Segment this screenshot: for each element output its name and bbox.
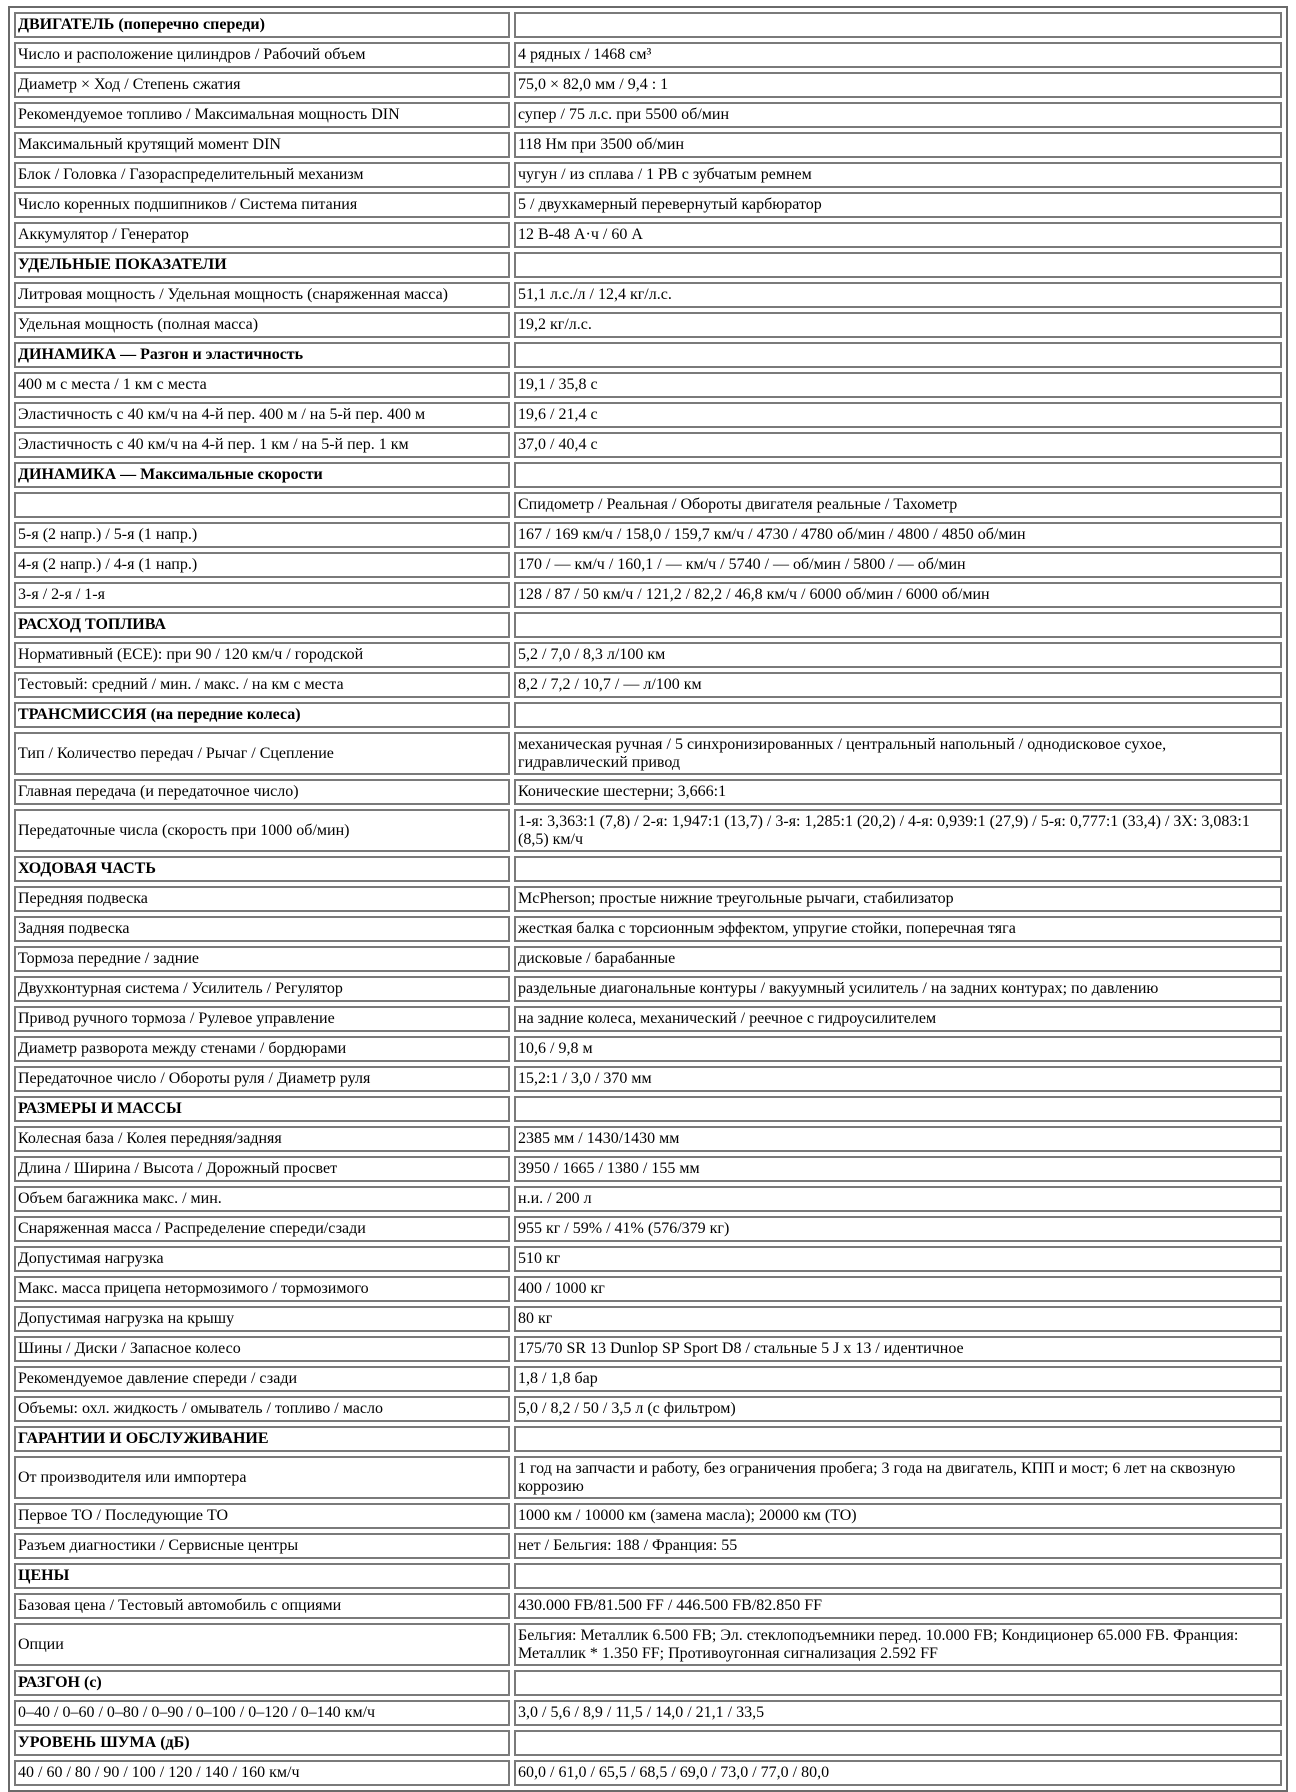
spec-label <box>14 492 510 518</box>
spec-label: Удельная мощность (полная масса) <box>14 312 510 338</box>
spec-row <box>14 1700 1282 1726</box>
spec-row <box>14 402 1282 428</box>
spec-label: Литровая мощность / Удельная мощность (снаряженная масса) <box>14 282 510 308</box>
spec-row <box>14 162 1282 188</box>
spec-row <box>14 1593 1282 1619</box>
spec-row <box>14 72 1282 98</box>
spec-row <box>14 1216 1282 1242</box>
section-title: РАЗМЕРЫ И МАССЫ <box>14 1096 510 1122</box>
section-title: РАСХОД ТОПЛИВА <box>14 612 510 638</box>
spec-row <box>14 1126 1282 1152</box>
spec-value: чугун / из сплава / 1 РВ с зубчатым ремнем <box>514 162 1282 188</box>
section-title: ДВИГАТЕЛЬ (поперечно спереди) <box>14 12 510 38</box>
spec-row <box>14 1306 1282 1332</box>
spec-label: Максимальный крутящий момент DIN <box>14 132 510 158</box>
spec-value: дисковые / барабанные <box>514 946 1282 972</box>
section-empty-cell <box>514 702 1282 728</box>
spec-label: Задняя подвеска <box>14 916 510 942</box>
section-empty-cell <box>514 1730 1282 1756</box>
section-header-row <box>14 1563 1282 1589</box>
spec-row <box>14 1623 1282 1666</box>
spec-row <box>14 522 1282 548</box>
spec-value: 1,8 / 1,8 бар <box>514 1366 1282 1392</box>
section-header-row <box>14 702 1282 728</box>
spec-value: н.и. / 200 л <box>514 1186 1282 1212</box>
section-empty-cell <box>514 1426 1282 1452</box>
section-empty-cell <box>514 612 1282 638</box>
spec-label: Разъем диагностики / Сервисные центры <box>14 1533 510 1559</box>
spec-value: 8,2 / 7,2 / 10,7 / — л/100 км <box>514 672 1282 698</box>
spec-row <box>14 282 1282 308</box>
spec-label: 400 м с места / 1 км с места <box>14 372 510 398</box>
spec-label: Главная передача (и передаточное число) <box>14 779 510 805</box>
section-empty-cell <box>514 856 1282 882</box>
spec-value: раздельные диагональные контуры / вакуумный усилитель / на задних контурах; по давлению <box>514 976 1282 1002</box>
spec-value: 10,6 / 9,8 м <box>514 1036 1282 1062</box>
spec-label: Допустимая нагрузка <box>14 1246 510 1272</box>
spec-label: Первое ТО / Последующие ТО <box>14 1503 510 1529</box>
spec-label: Базовая цена / Тестовый автомобиль с опциями <box>14 1593 510 1619</box>
spec-value: 5,0 / 8,2 / 50 / 3,5 л (с фильтром) <box>514 1396 1282 1422</box>
spec-value: McPherson; простые нижние треугольные рычаги, стабилизатор <box>514 886 1282 912</box>
spec-value: 510 кг <box>514 1246 1282 1272</box>
section-header-row <box>14 612 1282 638</box>
spec-row <box>14 492 1282 518</box>
section-title: УДЕЛЬНЫЕ ПОКАЗАТЕЛИ <box>14 252 510 278</box>
spec-row <box>14 1366 1282 1392</box>
spec-value: 19,6 / 21,4 с <box>514 402 1282 428</box>
spec-label: Передняя подвеска <box>14 886 510 912</box>
spec-value: механическая ручная / 5 синхронизированных / центральный напольный / однодисковое сухое, гидравлический привод <box>514 732 1282 775</box>
spec-value: 5 / двухкамерный перевернутый карбюратор <box>514 192 1282 218</box>
section-header-row <box>14 1096 1282 1122</box>
spec-row <box>14 1336 1282 1362</box>
spec-label: 3-я / 2-я / 1-я <box>14 582 510 608</box>
spec-row <box>14 976 1282 1002</box>
spec-row <box>14 312 1282 338</box>
spec-row <box>14 886 1282 912</box>
spec-label: Опции <box>14 1623 510 1666</box>
spec-label: Объемы: охл. жидкость / омыватель / топливо / масло <box>14 1396 510 1422</box>
section-empty-cell <box>514 462 1282 488</box>
section-header-row <box>14 12 1282 38</box>
spec-value: 1 год на запчасти и работу, без ограничения пробега; 3 года на двигатель, КПП и мост; 6 лет на сквозную коррозию <box>514 1456 1282 1499</box>
spec-row <box>14 42 1282 68</box>
section-title: ГАРАНТИИ И ОБСЛУЖИВАНИЕ <box>14 1426 510 1452</box>
spec-label: Число коренных подшипников / Система питания <box>14 192 510 218</box>
spec-value: Спидометр / Реальная / Обороты двигателя реальные / Тахометр <box>514 492 1282 518</box>
spec-value: нет / Бельгия: 188 / Франция: 55 <box>514 1533 1282 1559</box>
spec-value: 51,1 л.с./л / 12,4 кг/л.с. <box>514 282 1282 308</box>
section-empty-cell <box>514 12 1282 38</box>
spec-row <box>14 946 1282 972</box>
spec-label: Тормоза передние / задние <box>14 946 510 972</box>
spec-label: Тестовый: средний / мин. / макс. / на км с места <box>14 672 510 698</box>
section-title: ДИНАМИКА — Разгон и эластичность <box>14 342 510 368</box>
spec-label: Макс. масса прицепа нетормозимого / тормозимого <box>14 1276 510 1302</box>
spec-row <box>14 1006 1282 1032</box>
spec-label: Передаточные числа (скорость при 1000 об/мин) <box>14 809 510 852</box>
spec-label: Колесная база / Колея передняя/задняя <box>14 1126 510 1152</box>
spec-value: 4 рядных / 1468 см³ <box>514 42 1282 68</box>
spec-label: Двухконтурная система / Усилитель / Регулятор <box>14 976 510 1002</box>
section-header-row <box>14 856 1282 882</box>
spec-value: 955 кг / 59% / 41% (576/379 кг) <box>514 1216 1282 1242</box>
spec-row <box>14 192 1282 218</box>
section-header-row <box>14 1670 1282 1696</box>
spec-value: Бельгия: Металлик 6.500 FB; Эл. стеклоподъемники перед. 10.000 FB; Кондиционер 65.000 FB. Франция: Металлик * 1.350 FF; Противоугонная сигнализация 2.592 FF <box>514 1623 1282 1666</box>
spec-row <box>14 1533 1282 1559</box>
section-empty-cell <box>514 1096 1282 1122</box>
spec-label: Нормативный (ECE): при 90 / 120 км/ч / городской <box>14 642 510 668</box>
section-title: ДИНАМИКА — Максимальные скорости <box>14 462 510 488</box>
spec-value: 3,0 / 5,6 / 8,9 / 11,5 / 14,0 / 21,1 / 33,5 <box>514 1700 1282 1726</box>
spec-label: Длина / Ширина / Высота / Дорожный просвет <box>14 1156 510 1182</box>
section-header-row <box>14 462 1282 488</box>
spec-label: Допустимая нагрузка на крышу <box>14 1306 510 1332</box>
spec-label: От производителя или импортера <box>14 1456 510 1499</box>
spec-value: 12 В-48 А·ч / 60 А <box>514 222 1282 248</box>
section-title: РАЗГОН (с) <box>14 1670 510 1696</box>
spec-row <box>14 432 1282 458</box>
spec-label: Эластичность с 40 км/ч на 4-й пер. 1 км / на 5-й пер. 1 км <box>14 432 510 458</box>
spec-row <box>14 1156 1282 1182</box>
spec-label: Привод ручного тормоза / Рулевое управление <box>14 1006 510 1032</box>
spec-label: 5-я (2 напр.) / 5-я (1 напр.) <box>14 522 510 548</box>
spec-label: 0–40 / 0–60 / 0–80 / 0–90 / 0–100 / 0–120 / 0–140 км/ч <box>14 1700 510 1726</box>
spec-row <box>14 779 1282 805</box>
spec-label: 40 / 60 / 80 / 90 / 100 / 120 / 140 / 160 км/ч <box>14 1760 510 1786</box>
spec-row <box>14 1276 1282 1302</box>
spec-value: 5,2 / 7,0 / 8,3 л/100 км <box>514 642 1282 668</box>
spec-value: 1000 км / 10000 км (замена масла); 20000 км (ТО) <box>514 1503 1282 1529</box>
section-header-row <box>14 1730 1282 1756</box>
spec-label: Диаметр × Ход / Степень сжатия <box>14 72 510 98</box>
spec-label: Рекомендуемое давление спереди / сзади <box>14 1366 510 1392</box>
spec-label: Шины / Диски / Запасное колесо <box>14 1336 510 1362</box>
spec-row <box>14 552 1282 578</box>
spec-value: 175/70 SR 13 Dunlop SP Sport D8 / стальные 5 J x 13 / идентичное <box>514 1336 1282 1362</box>
spec-value: 80 кг <box>514 1306 1282 1332</box>
spec-value: 400 / 1000 кг <box>514 1276 1282 1302</box>
spec-row <box>14 102 1282 128</box>
spec-value: 19,1 / 35,8 с <box>514 372 1282 398</box>
spec-row <box>14 916 1282 942</box>
spec-label: Аккумулятор / Генератор <box>14 222 510 248</box>
spec-row <box>14 1456 1282 1499</box>
spec-row <box>14 732 1282 775</box>
spec-row <box>14 372 1282 398</box>
spec-label: Диаметр разворота между стенами / бордюрами <box>14 1036 510 1062</box>
section-title: ТРАНСМИССИЯ (на передние колеса) <box>14 702 510 728</box>
spec-value: жесткая балка с торсионным эффектом, упругие стойки, поперечная тяга <box>514 916 1282 942</box>
spec-value: супер / 75 л.с. при 5500 об/мин <box>514 102 1282 128</box>
spec-value: 37,0 / 40,4 с <box>514 432 1282 458</box>
spec-label: 4-я (2 напр.) / 4-я (1 напр.) <box>14 552 510 578</box>
section-header-row <box>14 1426 1282 1452</box>
spec-row <box>14 132 1282 158</box>
spec-label: Эластичность с 40 км/ч на 4-й пер. 400 м / на 5-й пер. 400 м <box>14 402 510 428</box>
spec-value: 430.000 FB/81.500 FF / 446.500 FB/82.850 FF <box>514 1593 1282 1619</box>
spec-value: 3950 / 1665 / 1380 / 155 мм <box>514 1156 1282 1182</box>
section-empty-cell <box>514 1670 1282 1696</box>
spec-row <box>14 1503 1282 1529</box>
spec-value: 170 / — км/ч / 160,1 / — км/ч / 5740 / — об/мин / 5800 / — об/мин <box>514 552 1282 578</box>
spec-row <box>14 1760 1282 1786</box>
spec-row <box>14 642 1282 668</box>
spec-label: Число и расположение цилиндров / Рабочий объем <box>14 42 510 68</box>
spec-label: Объем багажника макс. / мин. <box>14 1186 510 1212</box>
spec-value: 75,0 × 82,0 мм / 9,4 : 1 <box>514 72 1282 98</box>
section-header-row <box>14 252 1282 278</box>
section-title: ЦЕНЫ <box>14 1563 510 1589</box>
spec-value: 60,0 / 61,0 / 65,5 / 68,5 / 69,0 / 73,0 / 77,0 / 80,0 <box>514 1760 1282 1786</box>
spec-row <box>14 1396 1282 1422</box>
spec-label: Передаточное число / Обороты руля / Диаметр руля <box>14 1066 510 1092</box>
section-header-row <box>14 342 1282 368</box>
spec-row <box>14 222 1282 248</box>
spec-row <box>14 809 1282 852</box>
spec-value: 15,2:1 / 3,0 / 370 мм <box>514 1066 1282 1092</box>
spec-value: на задние колеса, механический / реечное с гидроусилителем <box>514 1006 1282 1032</box>
spec-row <box>14 1186 1282 1212</box>
section-empty-cell <box>514 342 1282 368</box>
spec-value: 19,2 кг/л.с. <box>514 312 1282 338</box>
spec-label: Тип / Количество передач / Рычаг / Сцепление <box>14 732 510 775</box>
spec-value: 118 Нм при 3500 об/мин <box>514 132 1282 158</box>
spec-table-body <box>14 12 1282 1786</box>
spec-label: Блок / Головка / Газораспределительный механизм <box>14 162 510 188</box>
spec-label: Рекомендуемое топливо / Максимальная мощность DIN <box>14 102 510 128</box>
spec-row <box>14 1246 1282 1272</box>
spec-value: 1-я: 3,363:1 (7,8) / 2-я: 1,947:1 (13,7) / 3-я: 1,285:1 (20,2) / 4-я: 0,939:1 (27,9) / 5-я: 0,777:1 (33,4) / ЗХ: 3,083:1 (8,5) км/ч <box>514 809 1282 852</box>
section-empty-cell <box>514 1563 1282 1589</box>
spec-value: 2385 мм / 1430/1430 мм <box>514 1126 1282 1152</box>
spec-label: Снаряженная масса / Распределение спереди/сзади <box>14 1216 510 1242</box>
spec-row <box>14 582 1282 608</box>
spec-value: Конические шестерни; 3,666:1 <box>514 779 1282 805</box>
spec-row <box>14 672 1282 698</box>
section-empty-cell <box>514 252 1282 278</box>
spec-value: 128 / 87 / 50 км/ч / 121,2 / 82,2 / 46,8 км/ч / 6000 об/мин / 6000 об/мин <box>514 582 1282 608</box>
section-title: ХОДОВАЯ ЧАСТЬ <box>14 856 510 882</box>
spec-table <box>8 6 1288 1792</box>
section-title: УРОВЕНЬ ШУМА (дБ) <box>14 1730 510 1756</box>
spec-row <box>14 1036 1282 1062</box>
spec-value: 167 / 169 км/ч / 158,0 / 159,7 км/ч / 4730 / 4780 об/мин / 4800 / 4850 об/мин <box>514 522 1282 548</box>
spec-row <box>14 1066 1282 1092</box>
